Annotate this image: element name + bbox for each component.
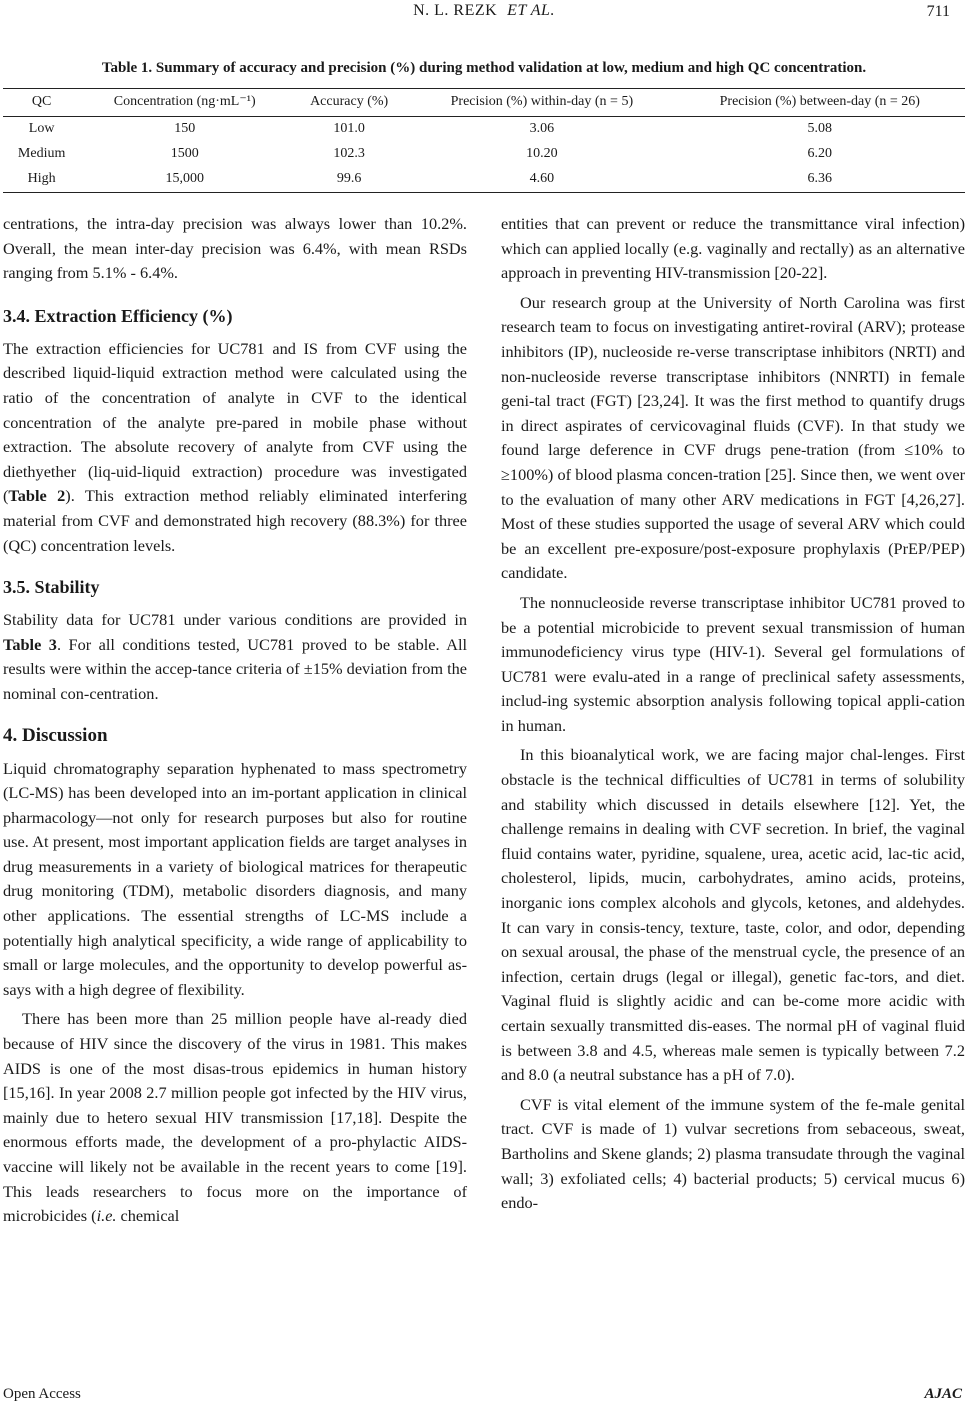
table-cell: 6.36 <box>675 167 965 193</box>
paragraph-bioanalytical-challenges: In this bioanalytical work, we are facing major chal-lenges. First obstacle is the technical difficulties of UC781 in terms of solubility and stability which discussed in details elsewhere [12]. Yet, the challenge remains in dealing with CVF secretion. In brief, the vaginal fluid contains water, pyridine, squalene, urea, acetic acid, lac-tic acid, cholesterol, lipids, mucin, carbohydrates, amino acids, proteins, inorganic ions complex alcohols and glycols, ketones, and aldehydes. It can vary in consis-tency, texture, taste, color, and odor, depending on sexual arousal, the phase of the menstrual cycle, the presence of an infection, certain drugs (legal or illegal), genetic fac-tors, and diet. Vaginal fluid is slightly acidic and can be-come more acidic with certain sexually transmitted dis-eases. The normal pH of vaginal fluid is between 3.8 and 4.5, whereas male semen is typically between 7.2 and 8.0 (a neutral substance has a pH of 7.0). <box>501 745 965 1085</box>
paragraph-continued: centrations, the intra-day precision was always lower than 10.2%. Overall, the mean inter-day precision was 6.4%, with mean RSDs ranging from 5.1% - 6.4%. <box>3 214 467 283</box>
footer-open-access: Open Access <box>3 1386 81 1402</box>
table-header-cell: Concentration (ng·mL⁻¹) <box>80 89 289 117</box>
page-number: 711 <box>926 3 950 20</box>
table-cell: 5.08 <box>807 121 833 136</box>
table-header-cell: Precision (%) within-day (n = 5) <box>409 89 674 117</box>
page-header <box>0 0 968 30</box>
paragraph-discussion-2 <box>3 1007 467 1228</box>
text-run: chemical <box>116 1206 180 1226</box>
paragraph-discussion-1: Liquid chromatography separation hyphenated to mass spectrometry (LC-MS) has been developed into an im-portant application in clinical pharmacology—not only for research purposes but also for routine use. At present, most important application fields are target analyses in drug measurements in a variety of biological matrices for therapeutic drug monitoring (TDM), metabolic disorders diagnosis, and many other applications. The essential strengths of LC-MS include a potentially high analytical specificity, a wide range of applicability to small or large molecules, and the opportunity to develop powerful as-says with a high degree of flexibility. <box>3 758 467 999</box>
table-3-reference: Table 3 <box>3 634 57 654</box>
table-cell: 10.20 <box>526 146 558 161</box>
left-column <box>3 212 467 1229</box>
paragraph-stability <box>3 608 467 706</box>
table-header-cell: Accuracy (%) <box>289 89 409 117</box>
table-row <box>3 142 965 167</box>
table-cell: 4.60 <box>409 167 674 193</box>
table-2-reference: Table 2 <box>8 486 66 506</box>
table-cell: Medium <box>17 146 66 161</box>
text-run: ). This extraction method reliably eliminated interfering material from CVF and demonstrated high recovery (88.3%) for three (QC) concentration levels. <box>3 486 467 555</box>
table-cell: 101.0 <box>333 121 365 136</box>
table-header-row <box>3 89 965 117</box>
table-cell: 1500 <box>170 146 199 161</box>
table-cell: 15,000 <box>80 167 289 193</box>
paragraph-uc781: The nonnucleoside reverse transcriptase inhibitor UC781 proved to be a potential microbicide to prevent sexual transmission of human immunodeficiency virus type (HIV-1). Several gel formulations of UC781 were evalu-ated in a range of preclinical safety assessments, includ-ing systemic absorption analysis following topical appli-cation in human. <box>501 592 965 735</box>
page-footer <box>0 1386 968 1410</box>
table-cell: Low <box>28 121 55 136</box>
table-caption: Table 1. Summary of accuracy and precision (%) during method validation at low, medium and high QC concentration. <box>101 60 867 76</box>
paragraph-research-group: Our research group at the University of North Carolina was first research team to focus on investigating antiret-roviral (ARV); protease inhibitors (IP), nucleoside re-verse transcriptase inhibitors (NRTI) and non-nucleoside reverse transcriptase inhibitors (NNRTI) in female geni-tal tract (FGT) [23,24]. It was the first method to quantify drugs in direct aspirates of cervicovaginal fluids (CVF). In that study we found large deference in CVF drugs pene-tration (from ≤10% to ≥100%) of blood plasma concen-tration [25]. Since then, we went over to the evaluation of many other ARV medications in FGT [4,26,27]. Most of these studies supported the usage of several ARV which could be an excellent pre-exposure/post-exposure prophylaxis (PrEP/PEP) candidate. <box>501 292 965 583</box>
running-head-et-al: ET AL. <box>507 2 555 19</box>
table-cell: 3.06 <box>529 121 555 136</box>
table-cell: 99.6 <box>289 167 409 193</box>
table-cell: High <box>3 167 80 193</box>
qc-table <box>3 88 965 193</box>
table-cell: 102.3 <box>333 146 365 161</box>
table-cell: 6.20 <box>807 146 833 161</box>
section-heading-stability: 3.5. Stability <box>3 577 100 598</box>
table-row <box>3 167 965 193</box>
text-run: Stability data for UC781 under various conditions are provided in <box>3 610 467 630</box>
running-head <box>0 2 968 20</box>
text-run: . For all conditions tested, UC781 proved to be stable. All results were within the accep-tance criteria of ±15% deviation from the nominal con-centration. <box>3 634 467 703</box>
right-column <box>501 212 965 1216</box>
table-cell: 150 <box>174 121 196 136</box>
section-heading-discussion: 4. Discussion <box>3 724 108 746</box>
text-run: There has been more than 25 million people have al-ready died because of HIV since the discovery of the virus in 1981. This makes AIDS is one of the most disas-trous epidemics in human history [15,16]. In year 2008 2.7 million people got infected by the HIV virus, mainly due to hetero sexual HIV transmission [17,18]. Despite the enormous efforts made, the development of a pro-phylactic AIDS-vaccine will likely not be available in the recent years to come [19]. This leads researchers to focus more on the importance of microbicides ( <box>3 1009 467 1226</box>
paragraph-extraction-efficiency <box>3 337 467 558</box>
text-run: The extraction efficiencies for UC781 and IS from CVF using the described liquid-liquid extraction method were calculated using the ratio of the concentration of analyte in CVF to the identical concentration of the analyte pre-pared in mobile phase without extraction. The absolute recovery of analyte from CVF using the diethyether (liq-uid-liquid extraction) procedure was investigated ( <box>3 338 467 506</box>
table-row <box>3 117 965 143</box>
paragraph-cvf: CVF is vital element of the immune system of the fe-male genital tract. CVF is made of 1) vulvar secretions from sebaceous, sweat, Bartholins and Skene glands; 2) plasma transudate through the vaginal wall; 3) exfoliated cells; 4) bacterial products; 5) cervical mucus 6) endo- <box>501 1094 965 1213</box>
text-run-italic: i.e. <box>96 1206 117 1226</box>
paragraph-continued: entities that can prevent or reduce the transmittance viral infection) which can applied locally (e.g. vaginally and rectally) as an alternative approach in preventing HIV-transmission [20-22]. <box>501 214 965 283</box>
section-heading-extraction-efficiency: 3.4. Extraction Efficiency (%) <box>3 305 233 326</box>
table-header-cell: Precision (%) between-day (n = 26) <box>675 89 965 117</box>
footer-journal-abbrev: AJAC <box>924 1386 962 1402</box>
running-head-authors: N. L. REZK <box>413 2 498 19</box>
table-header-cell: QC <box>3 89 80 117</box>
